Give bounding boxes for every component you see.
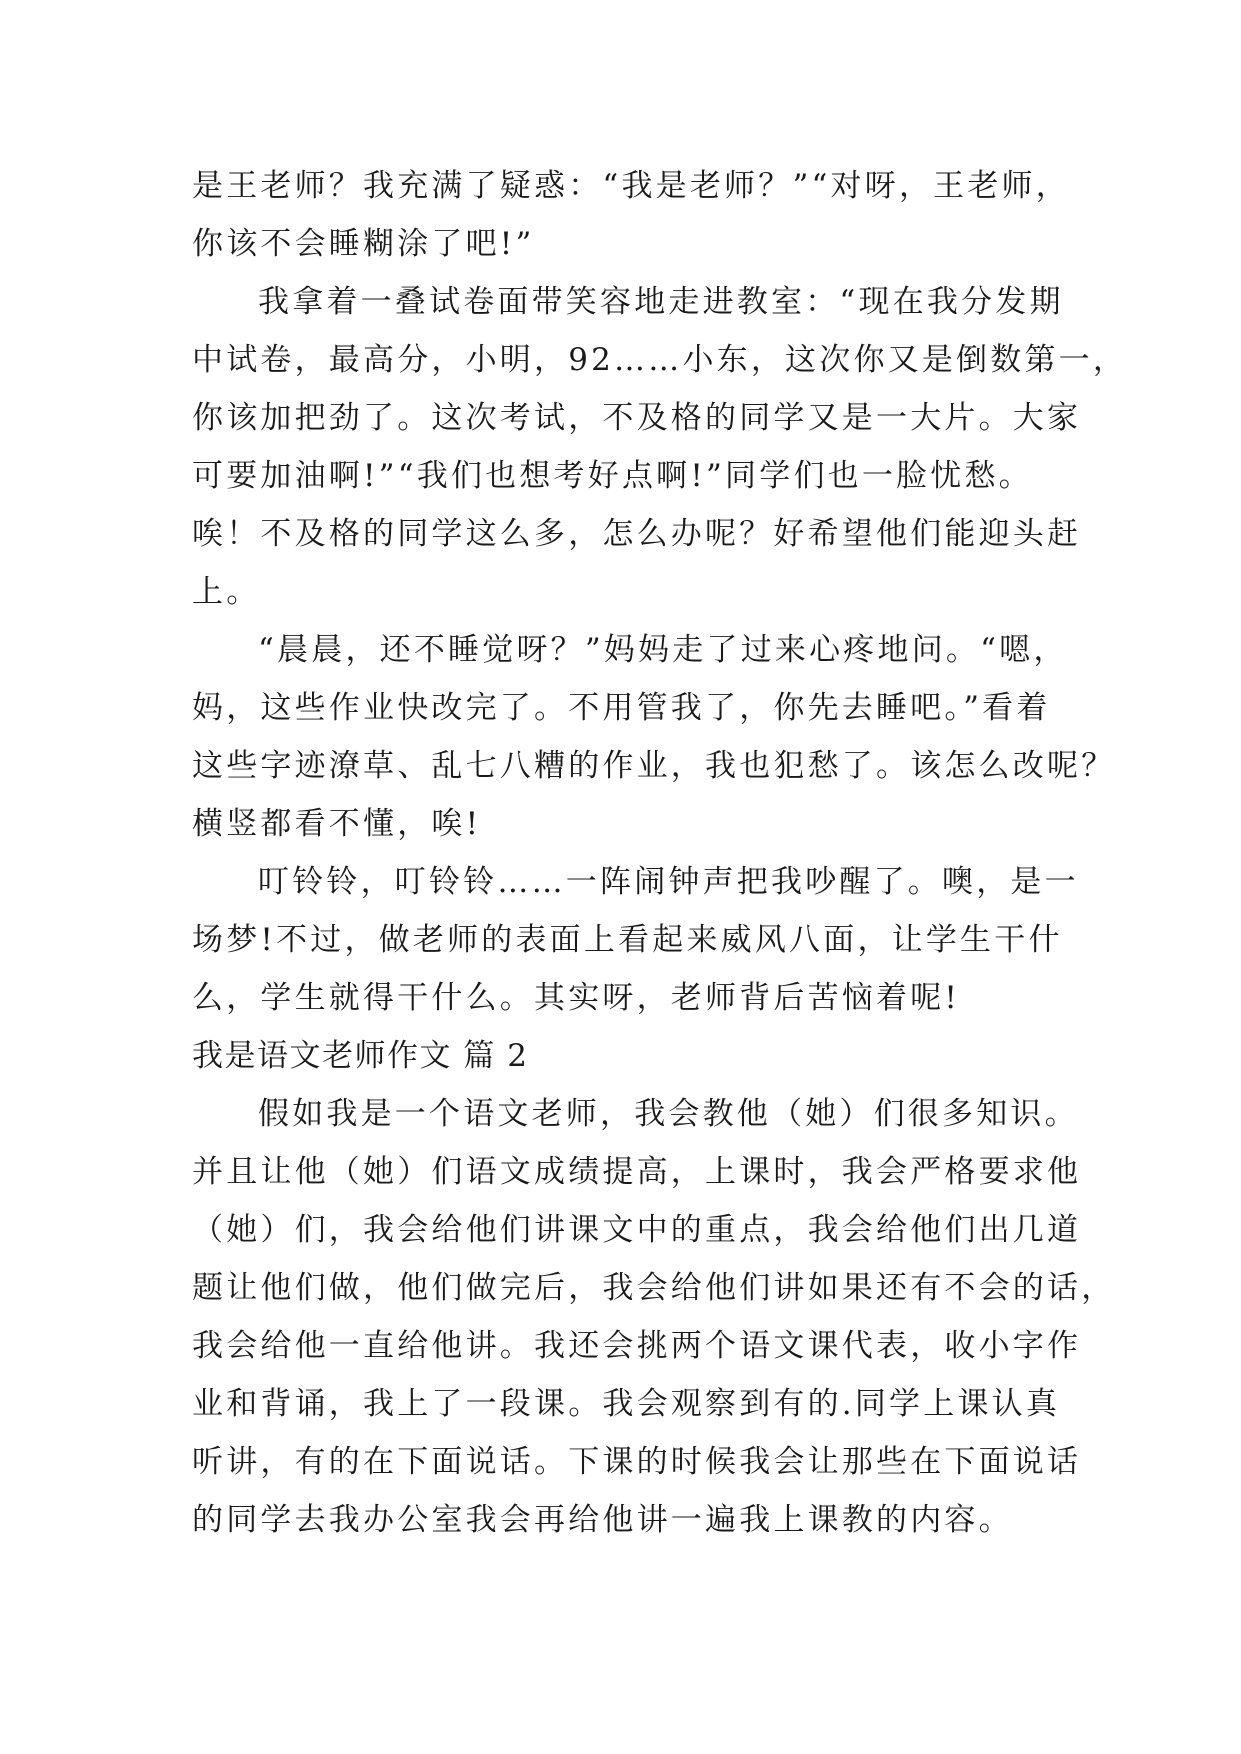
- text-line: 么，学生就得干什么。其实呀，老师背后苦恼着呢!: [192, 980, 961, 1016]
- text-line: 中试卷，最高分，小明，92……小东，这次你又是倒数第一，: [192, 342, 1128, 378]
- text-line: 是王老师？我充满了疑惑：“我是老师？”“对呀，王老师，: [192, 168, 1070, 204]
- text-line: “晨晨，还不睡觉呀？”妈妈走了过来心疼地问。“嗯，: [258, 632, 1068, 668]
- text-line: 场梦!不过，做老师的表面上看起来威风八面，让学生干什: [192, 922, 1063, 958]
- text-line: 我会给他一直给他讲。我还会挑两个语文课代表，收小字作: [192, 1328, 1082, 1364]
- text-line: 上。: [192, 574, 261, 610]
- text-line: 唉！不及格的同学这么多，怎么办呢？好希望他们能迎头赶: [192, 516, 1082, 552]
- text-line: 横竖都看不懂，唉!: [192, 806, 482, 842]
- text-line: 妈，这些作业快改完了。不用管我了，你先去睡吧。”看着: [192, 690, 1051, 726]
- text-line: 你该加把劲了。这次考试，不及格的同学又是一大片。大家: [192, 400, 1082, 436]
- text-line: 可要加油啊!”“我们也想考好点啊!”同学们也一脸忧愁。: [192, 458, 1033, 494]
- text-line: 业和背诵，我上了一段课。我会观察到有的.同学上课认真: [192, 1386, 1061, 1422]
- text-line: 并且让他（她）们语文成绩提高，上课时，我会严格要求他: [192, 1154, 1082, 1190]
- text-line: 听讲，有的在下面说话。下课的时候我会让那些在下面说话: [192, 1444, 1082, 1480]
- section-heading: 我是语文老师作文 篇 2: [192, 1038, 529, 1074]
- text-line: 我拿着一叠试卷面带笑容地走进教室：“现在我分发期: [258, 284, 1064, 320]
- text-line: 这些字迹潦草、乱七八糟的作业，我也犯愁了。该怎么改呢？: [192, 748, 1116, 784]
- text-line: 的同学去我办公室我会再给他讲一遍我上课教的内容。: [192, 1502, 1013, 1538]
- text-line: 你该不会睡糊涂了吧!”: [192, 226, 535, 262]
- text-line: 假如我是一个语文老师，我会教他（她）们很多知识。: [258, 1096, 1079, 1132]
- text-line: （她）们，我会给他们讲课文中的重点，我会给他们出几道: [192, 1212, 1082, 1248]
- text-line: 题让他们做，他们做完后，我会给他们讲如果还有不会的话，: [192, 1270, 1116, 1306]
- text-line: 叮铃铃，叮铃铃……一阵闹钟声把我吵醒了。噢，是一: [258, 864, 1079, 900]
